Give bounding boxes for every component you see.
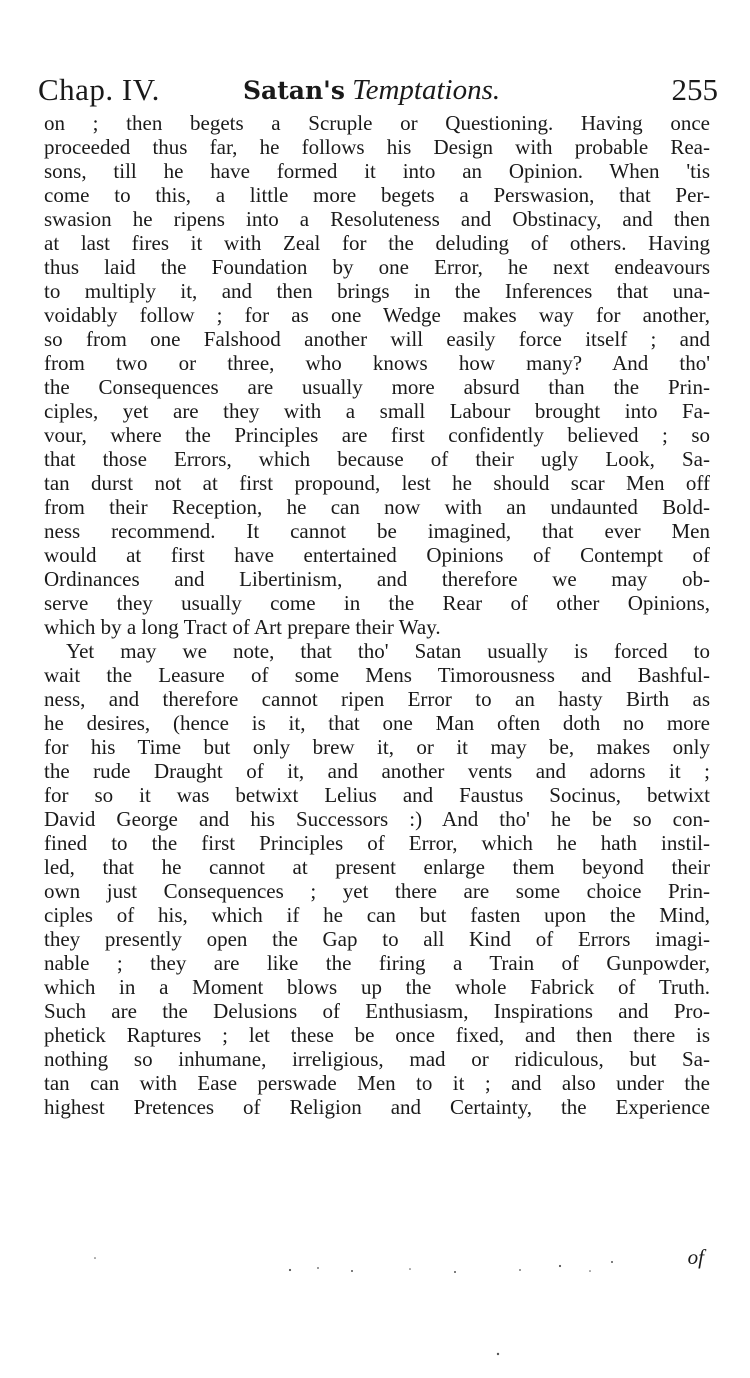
text-line: fined to the first Principles of Error, which he hath instil- — [44, 831, 710, 855]
text-line: come to this, a little more begets a Perswasion, that Per- — [44, 183, 710, 207]
text-line: from their Reception, he can now with an undaunted Bold- — [44, 495, 710, 519]
text-line: David George and his Successors :) And tho' he be so con- — [44, 807, 710, 831]
text-line: Ordinances and Libertinism, and therefore we may ob- — [44, 567, 710, 591]
text-line: ciples of his, which if he can but fasten upon the Mind, — [44, 903, 710, 927]
text-line: ness, and therefore cannot ripen Error to an hasty Birth as — [44, 687, 710, 711]
text-line: which in a Moment blows up the whole Fabrick of Truth. — [44, 975, 710, 999]
text-line: highest Pretences of Religion and Certainty, the Experience — [44, 1095, 710, 1119]
text-line: Such are the Delusions of Enthusiasm, Inspirations and Pro- — [44, 999, 710, 1023]
text-line: wait the Leasure of some Mens Timorousness and Bashful- — [44, 663, 710, 687]
text-line: from two or three, who knows how many? And tho' — [44, 351, 710, 375]
text-line: swasion he ripens into a Resoluteness and Obstinacy, and then — [44, 207, 710, 231]
text-line: vour, where the Principles are first confidently believed ; so — [44, 423, 710, 447]
text-line: so from one Falshood another will easily force itself ; and — [44, 327, 710, 351]
text-line: the rude Draught of it, and another vents and adorns it ; — [44, 759, 710, 783]
text-line: nothing so inhumane, irreligious, mad or ridiculous, but Sa- — [44, 1047, 710, 1071]
text-line: proceeded thus far, he follows his Design with probable Rea- — [44, 135, 710, 159]
text-line: they presently open the Gap to all Kind of Errors imagi- — [44, 927, 710, 951]
text-line: he desires, (hence is it, that one Man often doth no more — [44, 711, 710, 735]
running-header — [38, 72, 718, 112]
text-line: tan can with Ease perswade Men to it ; and also under the — [44, 1071, 710, 1095]
running-title — [243, 74, 500, 107]
text-line: nable ; they are like the firing a Train of Gunpowder, — [44, 951, 710, 975]
text-line: that those Errors, which because of their ugly Look, Sa- — [44, 447, 710, 471]
page-number: 255 — [671, 72, 718, 107]
running-title-italic: Temptations. — [352, 74, 501, 106]
text-line: the Consequences are usually more absurd than the Prin- — [44, 375, 710, 399]
catchword: of — [687, 1245, 704, 1269]
text-line: sons, till he have formed it into an Opinion. When 'tis — [44, 159, 710, 183]
text-line: own just Consequences ; yet there are some choice Prin- — [44, 879, 710, 903]
text-line: serve they usually come in the Rear of other Opinions, — [44, 591, 710, 615]
text-line: ciples, yet are they with a small Labour brought into Fa- — [44, 399, 710, 423]
paragraph-start-line: Yet may we note, that tho' Satan usually is forced to — [66, 639, 710, 663]
text-line: led, that he cannot at present enlarge them beyond their — [44, 855, 710, 879]
text-line: thus laid the Foundation by one Error, he next endeavours — [44, 255, 710, 279]
text-line: tan durst not at first propound, lest he should scar Men off — [44, 471, 710, 495]
text-line: voidably follow ; for as one Wedge makes way for another, — [44, 303, 710, 327]
chapter-label: Chap. IV. — [38, 72, 160, 107]
text-line: would at first have entertained Opinions of Contempt of — [44, 543, 710, 567]
text-line: at last fires it with Zeal for the deluding of others. Having — [44, 231, 710, 255]
paragraph-end-line: which by a long Tract of Art prepare their Way. — [44, 615, 441, 639]
running-title-blackletter: Satan's — [243, 76, 345, 105]
text-line: for so it was betwixt Lelius and Faustus Socinus, betwixt — [44, 783, 710, 807]
text-line: for his Time but only brew it, or it may be, makes only — [44, 735, 710, 759]
text-line: phetick Raptures ; let these be once fixed, and then there is — [44, 1023, 710, 1047]
text-line: to multiply it, and then brings in the Inferences that una- — [44, 279, 710, 303]
text-line: ness recommend. It cannot be imagined, that ever Men — [44, 519, 710, 543]
body-text — [44, 111, 710, 1119]
text-line: on ; then begets a Scruple or Questioning. Having once — [44, 111, 710, 135]
